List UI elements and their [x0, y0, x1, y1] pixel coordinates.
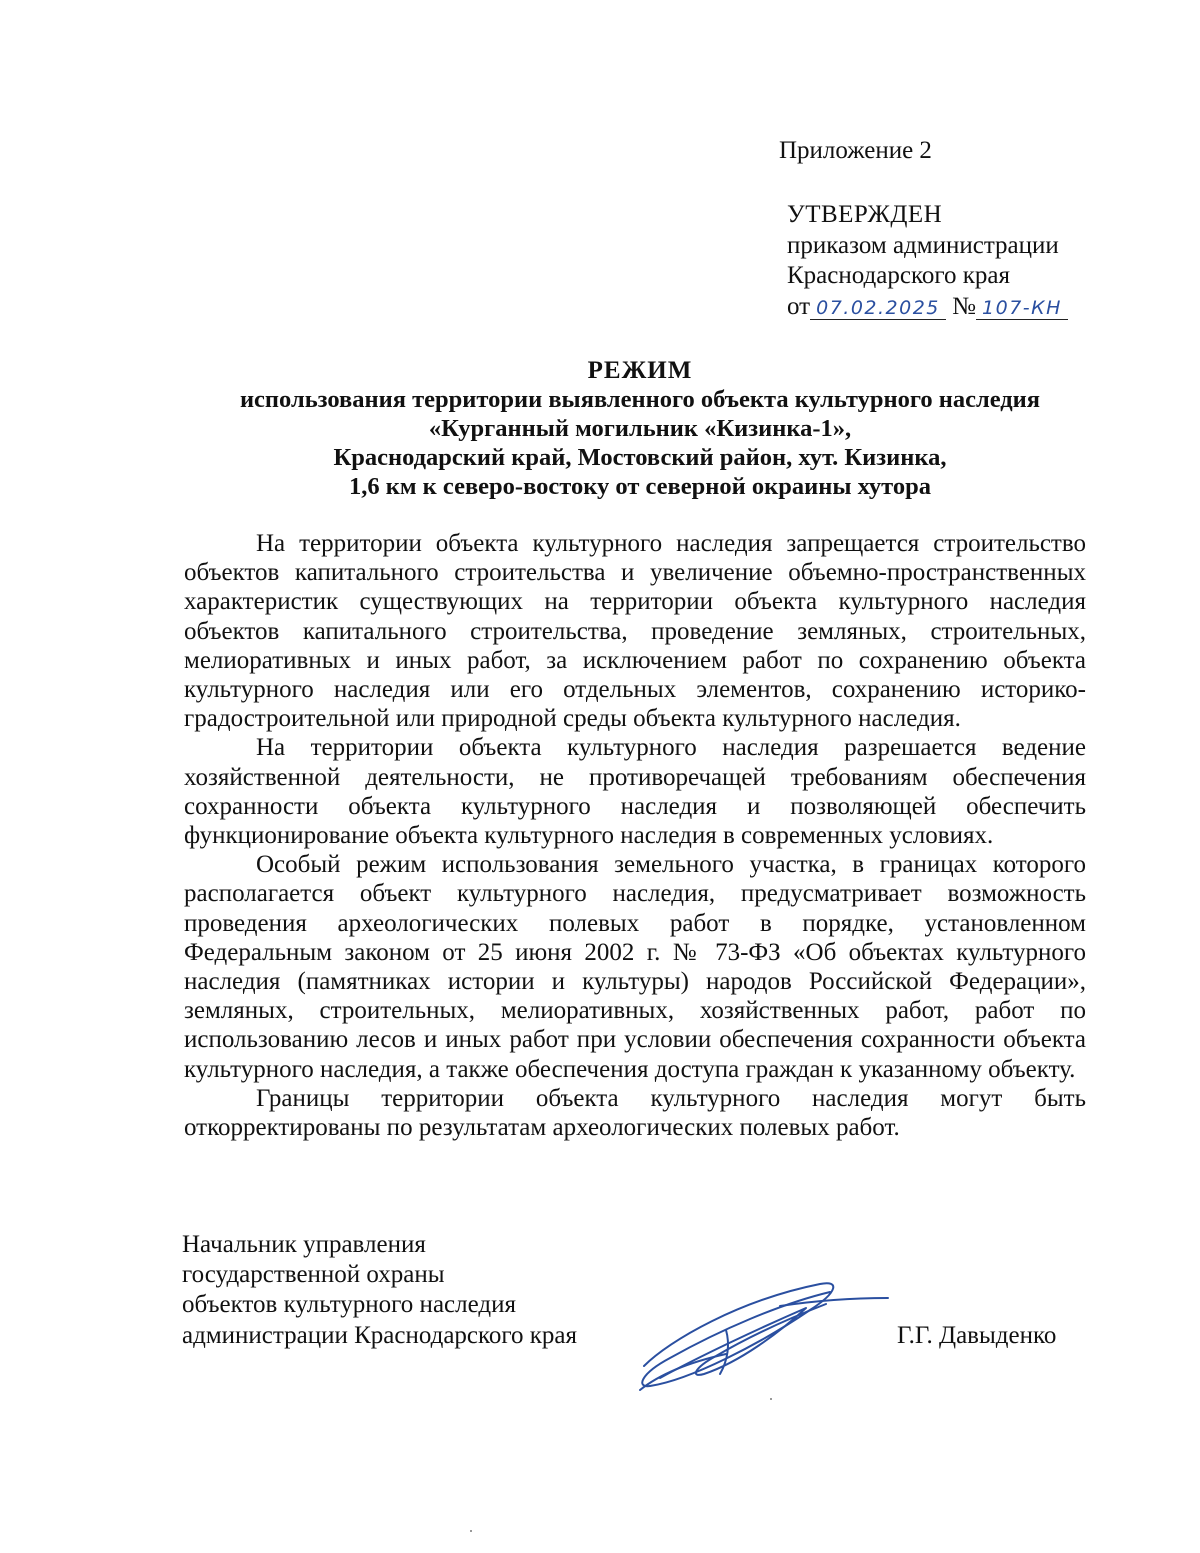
signatory-position-line-2: государственной охраны — [182, 1261, 445, 1289]
annex-label: Приложение 2 — [779, 137, 932, 164]
signatory-position — [182, 1230, 577, 1351]
approval-number-sign: № — [952, 292, 977, 320]
approval-date-prefix: от — [787, 292, 811, 320]
approval-heading: УТВЕРЖДЕН — [787, 201, 943, 228]
signatory-position-line-1: Начальник управления — [182, 1231, 426, 1258]
approval-stamp — [787, 200, 1068, 322]
approval-date-value: 07.02.2025 — [810, 297, 946, 320]
scan-speck — [770, 1398, 772, 1400]
body-paragraph-3: Особый режим использования земельного участка, в границах которого располагается объект культурного наследия, предусматривает возможность проведения археологических полевых работ в порядке, установленном Федеральным законом от 25 июня 2002 г. № 73-ФЗ «Об объектах культурного наследия (памятниках истории и культуры) народов Российской Федерации», земляных, строительных, мелиоративных, хозяйственных работ, работ по использованию лесов и иных работ при условии обеспечения сохранности объекта культурного наследия, а также обеспечения доступа граждан к указанному объекту. — [184, 851, 1086, 1083]
title-line-4: 1,6 км к северо-востоку от северной окраины хутора — [348, 473, 931, 500]
body-paragraph-1: На территории объекта культурного наследия запрещается строительство объектов капитального строительства и увеличение объемно-пространственных характеристик существующих на территории объекта культурного наследия объектов капитального строительства, проведение земляных, строительных, мелиоративных и иных работ, за исключением работ по сохранению объекта культурного наследия или его отдельных элементов, сохранению историко-градостроительной или природной среды объекта культурного наследия. — [184, 530, 1086, 733]
approval-number-value: 107-КН — [976, 297, 1068, 320]
document-title — [150, 356, 1130, 501]
scan-speck — [470, 1530, 472, 1532]
approval-line-1: приказом администрации — [787, 231, 1059, 259]
body-paragraph-4: Границы территории объекта культурного наследия могут быть откорректированы по результатам археологических полевых работ. — [184, 1084, 1086, 1142]
signatory-position-line-3: объектов культурного наследия — [182, 1291, 516, 1319]
title-line-3: Краснодарский край, Мостовский район, хут. Кизинка, — [333, 444, 947, 471]
handwritten-signature — [630, 1270, 900, 1410]
signatory-name: Г.Г. Давыденко — [897, 1322, 1057, 1349]
document-body — [184, 529, 1086, 1142]
approval-date-line — [787, 292, 1068, 323]
title-line-2: «Курганный могильник «Кизинка-1», — [428, 415, 852, 442]
title-main: РЕЖИМ — [587, 357, 693, 384]
title-line-1: использования территории выявленного объекта культурного наследия — [239, 386, 1041, 413]
body-paragraph-2: На территории объекта культурного наследия разрешается ведение хозяйственной деятельности, не противоречащей требованиям обеспечения сохранности объекта культурного наследия и позволяющей обеспечить функционирование объекта культурного наследия в современных условиях. — [184, 734, 1086, 850]
approval-line-2: Краснодарского края — [787, 262, 1010, 289]
signatory-position-line-4: администрации Краснодарского края — [182, 1321, 578, 1349]
